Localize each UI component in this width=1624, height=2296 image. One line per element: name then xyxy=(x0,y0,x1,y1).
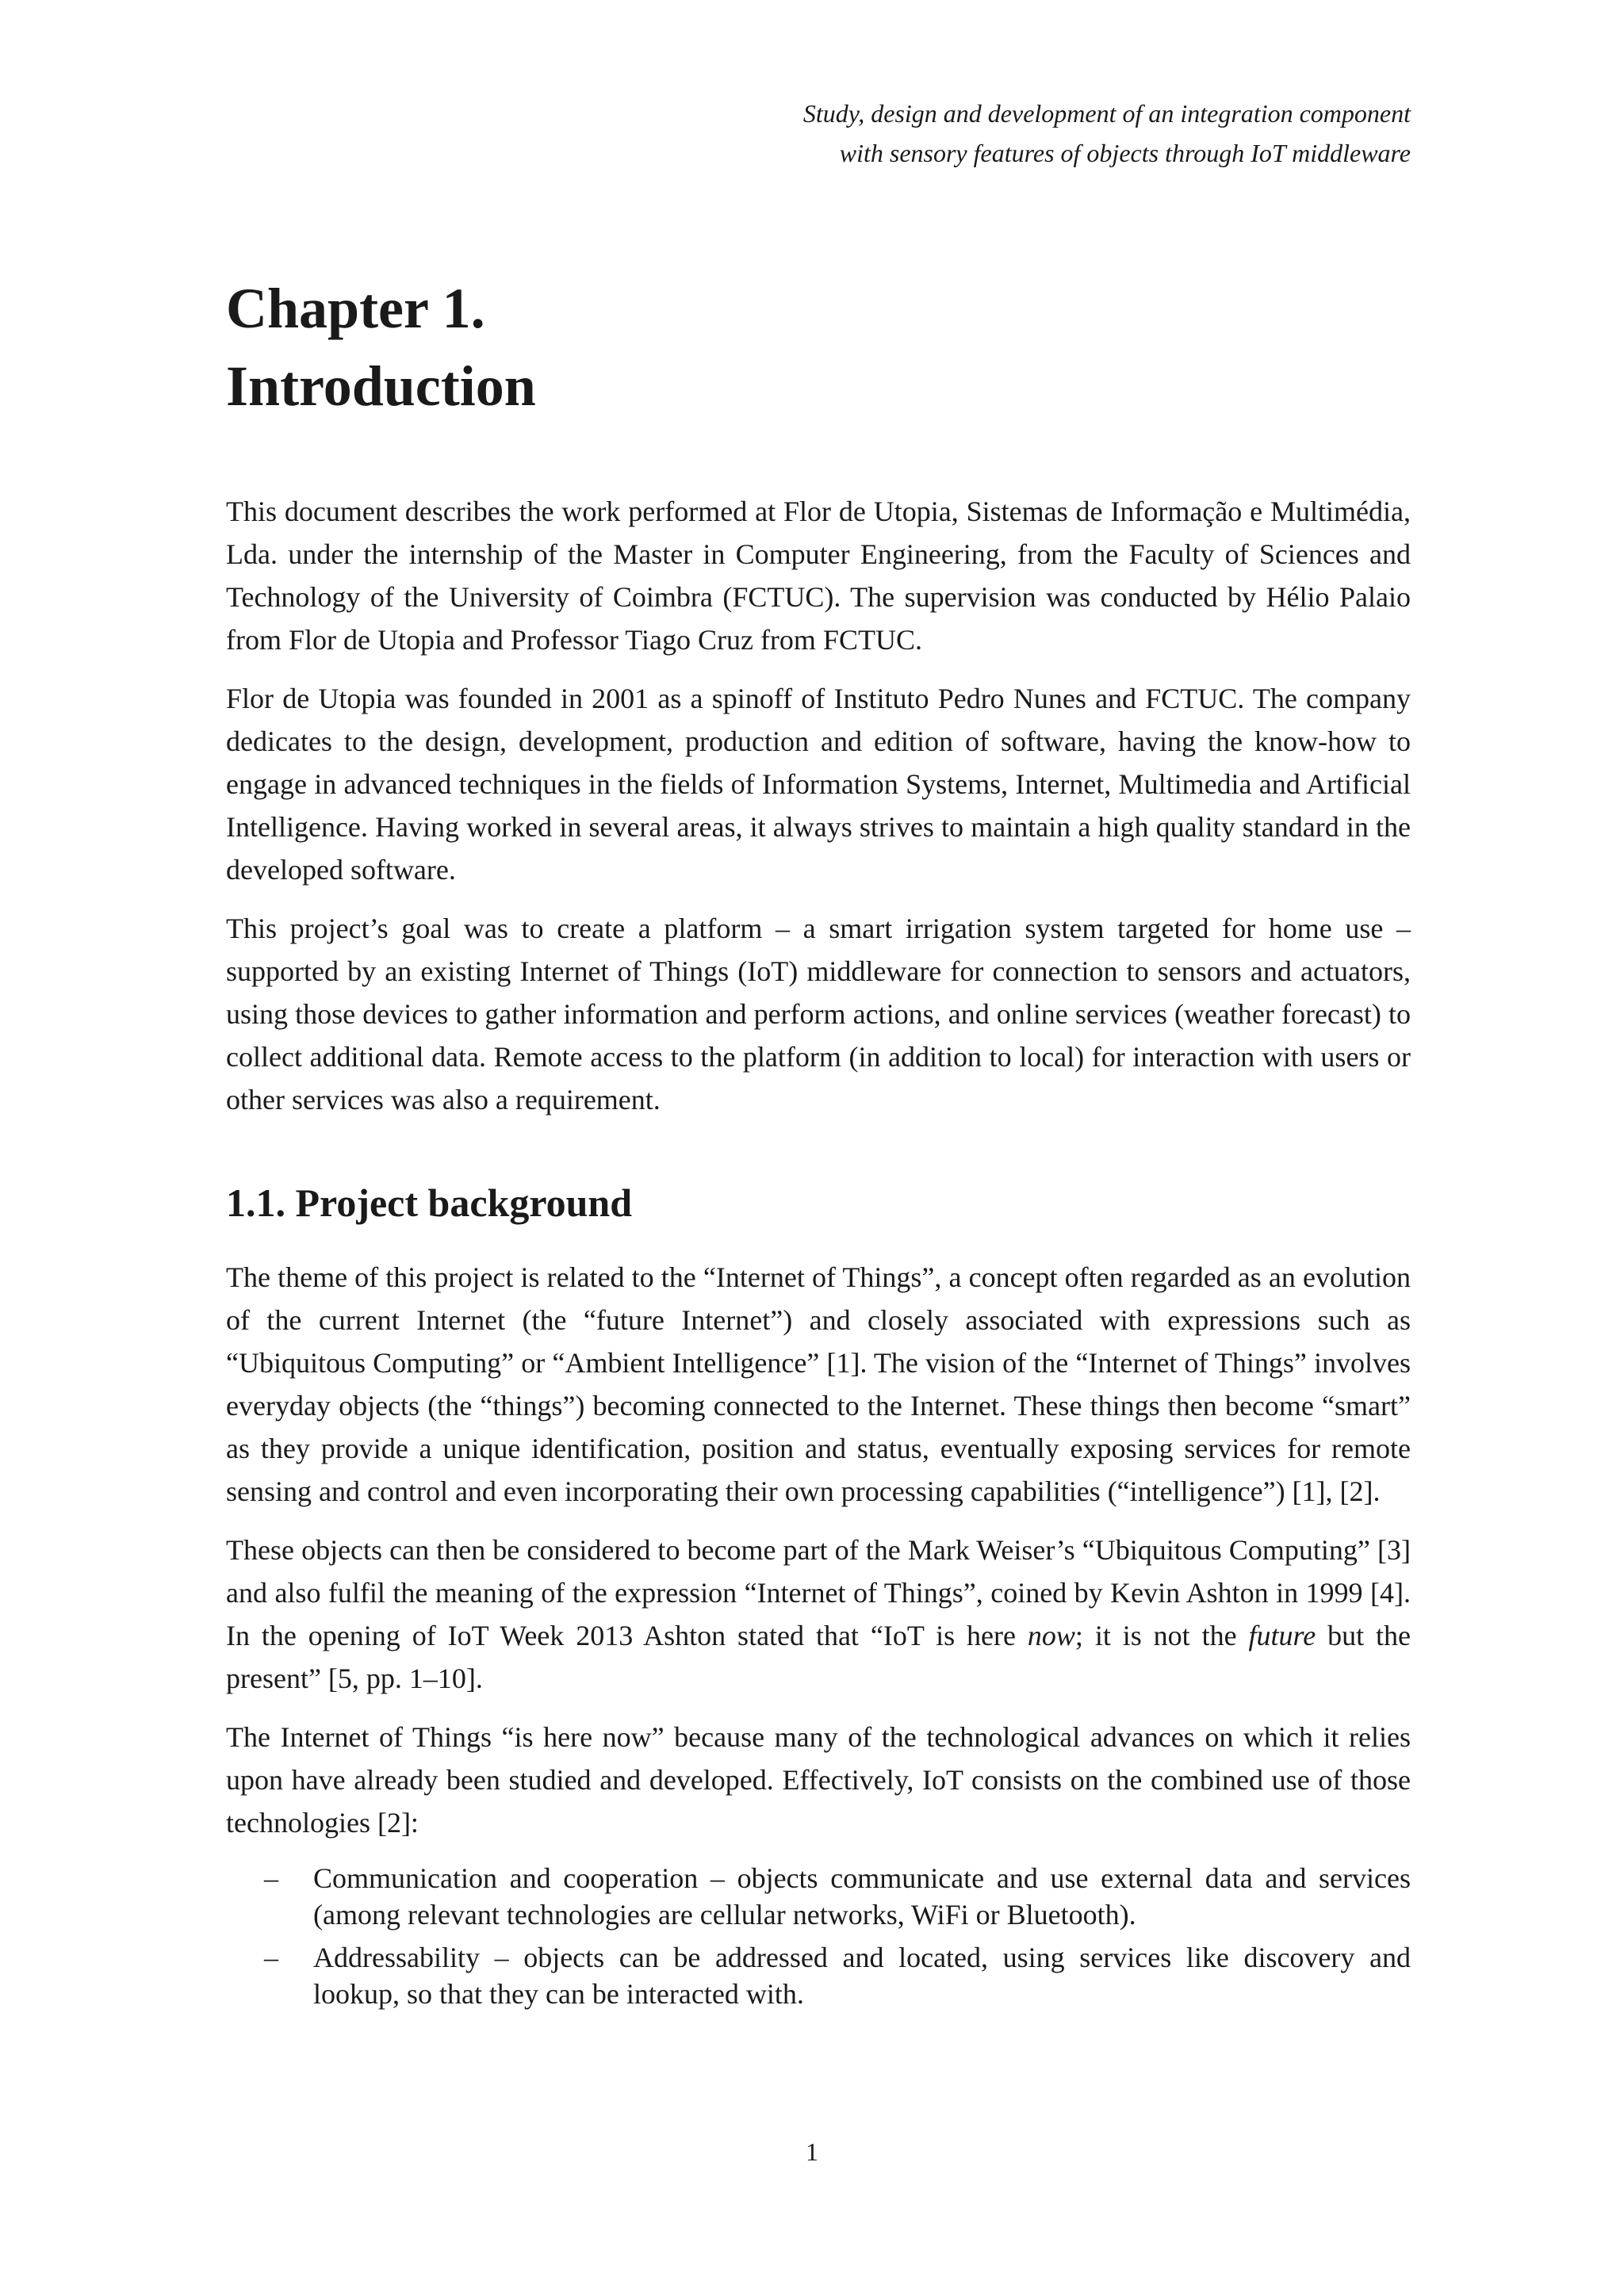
chapter-heading xyxy=(226,270,1411,425)
background-paragraph-2 xyxy=(226,1529,1411,1700)
section-heading: 1.1. Project background xyxy=(226,1181,633,1225)
list-item xyxy=(226,1939,1411,2012)
chapter-title: Introduction xyxy=(226,354,536,418)
list-item-text: Addressability – objects can be addressed and located, using services like discovery and lookup, so that they can be interacted with. xyxy=(313,1942,1411,2010)
background-paragraph-2-text-c: but the present” [5, pp. 1–10]. xyxy=(226,1620,1411,1694)
background-paragraph-3: The Internet of Things “is here now” because many of the technological advances on which it relies upon have already been studied and developed. Effectively, IoT consists on the combined use of those technologies [2]: xyxy=(226,1721,1411,1839)
running-header-line-1: Study, design and development of an integration component xyxy=(802,99,1411,128)
chapter-number: Chapter 1. xyxy=(226,277,485,340)
technology-list xyxy=(226,1860,1411,2012)
background-paragraph-2-text-b: ; it is not the xyxy=(1074,1620,1249,1651)
bullet-dash: – xyxy=(264,1862,278,1894)
page-number: 1 xyxy=(806,2137,818,2166)
intro-paragraph-3: This project’s goal was to create a platform – a smart irrigation system targeted for home use – supported by an existing Internet of Things (IoT) middleware for connection to sensors and actuators, using those devices to gather information and perform actions, and online services (weather forecast) to collect additional data. Remote access to the platform (in addition to local) for interaction with users or other services was also a requirement. xyxy=(226,913,1411,1115)
running-header xyxy=(697,94,1411,173)
intro-paragraph-1: This document describes the work performed at Flor de Utopia, Sistemas de Informação e Multimédia, Lda. under the internship of the Master in Computer Engineering, from the Faculty of Sciences and Technology of the University of Coimbra (FCTUC). The supervision was conducted by Hélio Palaio from Flor de Utopia and Professor Tiago Cruz from FCTUC. xyxy=(226,496,1411,656)
running-header-line-2: with sensory features of objects through IoT middleware xyxy=(839,139,1411,167)
background-paragraph-1: The theme of this project is related to the “Internet of Things”, a concept often regarded as an evolution of the current Internet (the “future Internet”) and closely associated with expressions such as “Ubiquitous Computing” or “Ambient Intelligence” [1]. The vision of the “Internet of Things” involves everyday objects (the “things”) becoming connected to the Internet. These things then become “smart” as they provide a unique identification, position and status, eventually exposing services for remote sensing and control and even incorporating their own processing capabilities (“intelligence”) [1], [2]. xyxy=(226,1261,1411,1507)
emphasis-now: now xyxy=(1027,1620,1075,1651)
background-paragraph-2-text-a: These objects can then be considered to become part of the Mark Weiser’s “Ubiquitous Computing” [3] and also fulfil the meaning of the expression “Internet of Things”, coined by Kevin Ashton in 1999 [4]. In the opening of IoT Week 2013 Ashton stated that “IoT is here xyxy=(226,1534,1411,1651)
list-item-text: Communication and cooperation – objects communicate and use external data and services (among relevant technologies are cellular networks, WiFi or Bluetooth). xyxy=(313,1862,1411,1931)
emphasis-future: future xyxy=(1248,1620,1316,1651)
page-content xyxy=(226,270,1411,2019)
bullet-dash: – xyxy=(264,1942,278,1973)
list-item xyxy=(226,1860,1411,1933)
intro-paragraph-2: Flor de Utopia was founded in 2001 as a spinoff of Instituto Pedro Nunes and FCTUC. The company dedicates to the design, development, production and edition of software, having the know-how to engage in advanced techniques in the fields of Information Systems, Internet, Multimedia and Artificial Intelligence. Having worked in several areas, it always strives to maintain a high quality standard in the developed software. xyxy=(226,683,1411,886)
